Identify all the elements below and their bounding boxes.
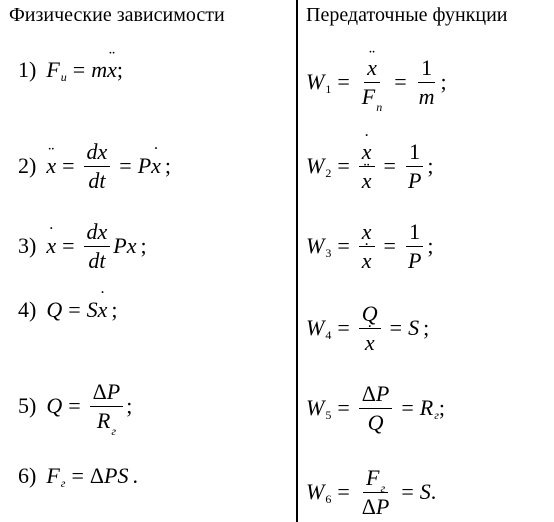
header-transfer-functions: Передаточные функции — [306, 4, 508, 26]
physical-formula-6: 6) F г = Δ PS . — [18, 463, 138, 490]
physical-formula-2: 2) ¨ x = $\frac{dx}{dt}$ = P ˙ x ; — [18, 136, 171, 196]
transfer-function-4: W 4 = Q ˙ x = S ; — [306, 298, 429, 358]
physical-formula-1: 1) F и = m ¨ x ; — [18, 40, 123, 100]
fraction: $\frac{1}{m}$ — [418, 55, 435, 109]
fraction: $\frac{1}{P}$ — [407, 139, 422, 193]
transfer-function-3: W 3 = x ˙ x = $\frac{1}{P}$ ; — [306, 216, 434, 276]
transfer-function-5: W 5 = $\frac{\Delta P}{Q}$ = R г ; — [306, 381, 446, 435]
fraction: $\frac{\Delta P}{Q}$ — [359, 382, 393, 433]
fraction: $\frac{1}{P}$ — [407, 219, 422, 273]
transfer-function-1: W 1 = ¨ $\frac{x}{F_п}$ = $\frac{1}{m}$ ; — [306, 52, 447, 112]
fraction: x ˙ x — [359, 220, 375, 271]
physical-formula-5: 5) Q = $\frac{\Delta P}{R_г}$ ; — [18, 379, 133, 438]
fraction: $\frac{F_г}{\Delta P}$ — [361, 465, 390, 519]
fraction: Q ˙ x — [359, 302, 381, 353]
fraction: $\frac{dx}{dt}$ — [84, 220, 111, 271]
fraction: ˙ x ¨ x — [359, 140, 375, 191]
header-physical-dependencies: Физические зависимости — [9, 4, 225, 26]
fraction: ¨ $\frac{x}{F_п}$ — [359, 56, 385, 107]
fraction: $\frac{dx}{dt}$ — [84, 140, 111, 191]
fraction: $\frac{\Delta P}{R_г}$ — [90, 380, 124, 431]
column-divider — [296, 0, 298, 522]
transfer-function-2: W 2 = ˙ x ¨ x = $\frac{1}{P}$ ; — [306, 136, 434, 196]
physical-formula-4: 4) Q = S ˙ x ; — [18, 280, 118, 340]
physical-formula-3: 3) ˙ x = $\frac{dx}{dt}$ Px ; — [18, 216, 147, 276]
transfer-function-6: W 6 = $\frac{F_г}{\Delta P}$ = S . — [306, 465, 437, 519]
